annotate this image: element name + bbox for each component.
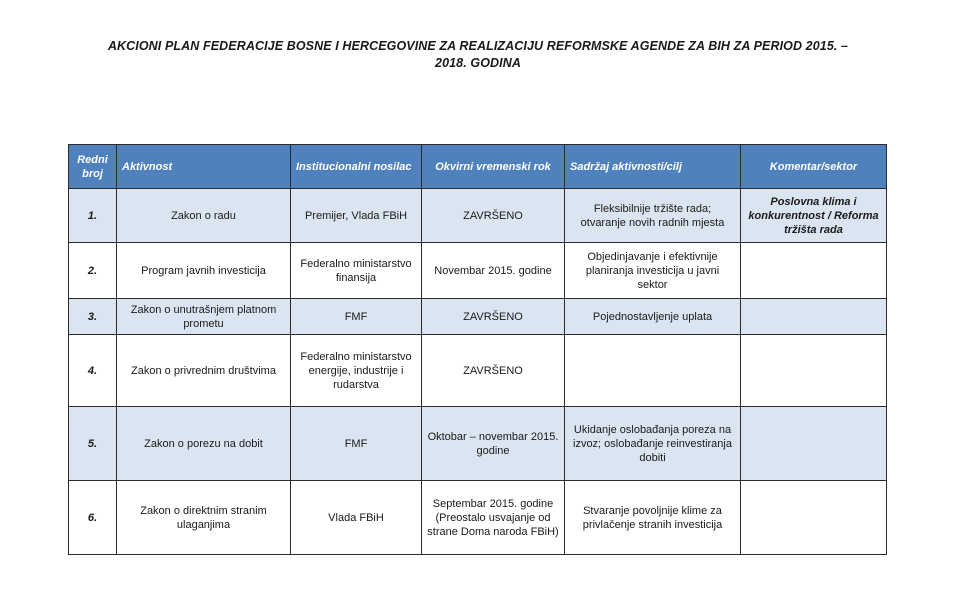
cell-sadrzaj: Ukidanje oslobađanja poreza na izvoz; oslobađanje reinvestiranja dobiti — [565, 407, 741, 481]
cell-rok: Oktobar – novembar 2015. godine — [422, 407, 565, 481]
action-plan-table — [68, 144, 887, 555]
cell-aktivnost: Zakon o radu — [117, 189, 291, 243]
cell-nosilac: FMF — [291, 407, 422, 481]
cell-sadrzaj: Pojednostavljenje uplata — [565, 299, 741, 335]
cell-sadrzaj: Objedinjavanje i efektivnije planiranja investicija u javni sektor — [565, 243, 741, 299]
cell-broj: 3. — [69, 299, 117, 335]
cell-sadrzaj — [565, 335, 741, 407]
header-row — [69, 145, 887, 189]
table-body — [69, 189, 887, 555]
header-redni-broj: Redni broj — [69, 145, 117, 189]
cell-sadrzaj: Stvaranje povoljnije klime za privlačenje stranih investicija — [565, 481, 741, 555]
table-row — [69, 299, 887, 335]
cell-sadrzaj: Fleksibilnije tržište rada; otvaranje novih radnih mjesta — [565, 189, 741, 243]
table-row — [69, 481, 887, 555]
cell-nosilac: Vlada FBiH — [291, 481, 422, 555]
cell-broj: 5. — [69, 407, 117, 481]
cell-nosilac: FMF — [291, 299, 422, 335]
cell-rok: ZAVRŠENO — [422, 335, 565, 407]
table-row — [69, 407, 887, 481]
table-header — [69, 145, 887, 189]
cell-komentar — [741, 243, 887, 299]
cell-komentar — [741, 407, 887, 481]
cell-broj: 6. — [69, 481, 117, 555]
cell-komentar — [741, 481, 887, 555]
table-row — [69, 243, 887, 299]
cell-broj: 2. — [69, 243, 117, 299]
document-title-line-2: 2018. GODINA — [435, 56, 521, 70]
header-nosilac: Institucionalni nosilac — [291, 145, 422, 189]
cell-aktivnost: Zakon o privrednim društvima — [117, 335, 291, 407]
header-aktivnost: Aktivnost — [117, 145, 291, 189]
document-title-line-1: AKCIONI PLAN FEDERACIJE BOSNE I HERCEGOVINE ZA REALIZACIJU REFORMSKE AGENDE ZA BIH ZA PERIOD 2015. – — [107, 39, 849, 53]
cell-komentar — [741, 299, 887, 335]
header-komentar: Komentar/sektor — [741, 145, 887, 189]
cell-nosilac: Premijer, Vlada FBiH — [291, 189, 422, 243]
cell-komentar — [741, 335, 887, 407]
cell-rok: Novembar 2015. godine — [422, 243, 565, 299]
table-row — [69, 335, 887, 407]
cell-aktivnost: Zakon o porezu na dobit — [117, 407, 291, 481]
cell-broj: 1. — [69, 189, 117, 243]
cell-komentar: Poslovna klima i konkurentnost / Reforma tržišta rada — [741, 189, 887, 243]
cell-aktivnost: Zakon o unutrašnjem platnom prometu — [117, 299, 291, 335]
header-sadrzaj: Sadržaj aktivnosti/cilj — [565, 145, 741, 189]
cell-aktivnost: Zakon o direktnim stranim ulaganjima — [117, 481, 291, 555]
table-row — [69, 189, 887, 243]
cell-rok: Septembar 2015. godine (Preostalo usvajanje od strane Doma naroda FBiH) — [422, 481, 565, 555]
cell-rok: ZAVRŠENO — [422, 299, 565, 335]
header-rok: Okvirni vremenski rok — [422, 145, 565, 189]
cell-aktivnost: Program javnih investicija — [117, 243, 291, 299]
document-title — [60, 38, 896, 72]
cell-nosilac: Federalno ministarstvo finansija — [291, 243, 422, 299]
cell-broj: 4. — [69, 335, 117, 407]
cell-nosilac: Federalno ministarstvo energije, industrije i rudarstva — [291, 335, 422, 407]
cell-rok: ZAVRŠENO — [422, 189, 565, 243]
